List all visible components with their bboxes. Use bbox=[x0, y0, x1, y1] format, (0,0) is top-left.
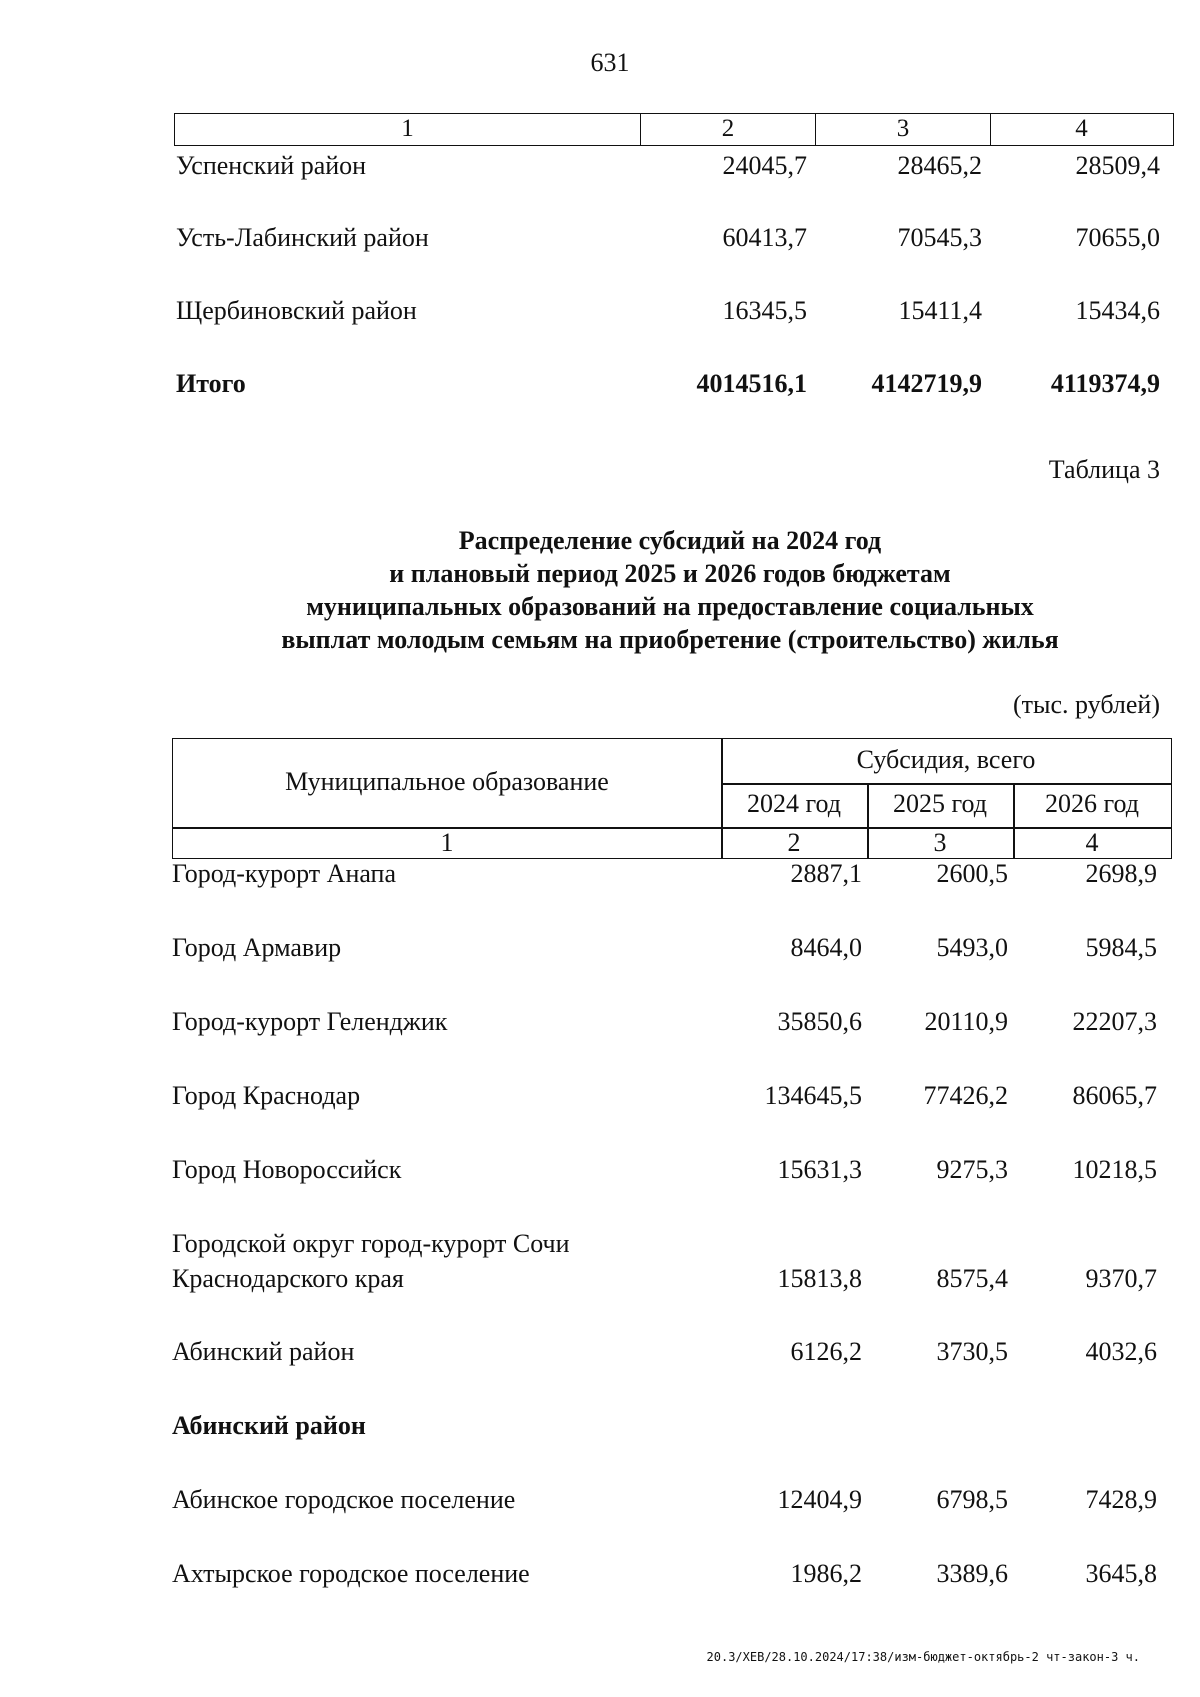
total-label: Итого bbox=[176, 369, 246, 398]
table3-row bbox=[0, 1081, 1200, 1117]
value-2025: 3389,6 bbox=[936, 1559, 1008, 1588]
row-name: Ахтырское городское поселение bbox=[172, 1559, 530, 1588]
total-2026: 4119374,9 bbox=[1050, 369, 1160, 398]
table3-row bbox=[0, 1155, 1200, 1191]
title-line: Распределение субсидий на 2024 год bbox=[458, 526, 882, 555]
row-name-line2: Краснодарского края bbox=[172, 1264, 404, 1293]
header-num-2: 2 bbox=[787, 828, 801, 857]
value-2026: 9370,7 bbox=[1085, 1264, 1157, 1293]
table3-row bbox=[0, 1485, 1200, 1521]
divider bbox=[721, 783, 1171, 785]
header-num-3: 3 bbox=[933, 828, 947, 857]
header-subsidy-total: Субсидия, всего bbox=[856, 745, 1036, 774]
title-line: и плановый период 2025 и 2026 годов бюджетам bbox=[389, 559, 951, 588]
value-2024: 8464,0 bbox=[790, 933, 862, 962]
value-2025: 70545,3 bbox=[897, 223, 982, 252]
header-num-4: 4 bbox=[1085, 828, 1099, 857]
document-footer: 20.3/ХЕВ/28.10.2024/17:38/изм-бюджет-октябрь-2 чт-закон-3 ч. bbox=[706, 1650, 1140, 1664]
table1-total-row bbox=[0, 369, 1200, 405]
total-2024: 4014516,1 bbox=[696, 369, 807, 398]
table1-header-col3: 3 bbox=[815, 114, 990, 145]
page-number: 631 bbox=[590, 48, 630, 77]
table1-row bbox=[0, 296, 1200, 332]
header-year-2026: 2026 год bbox=[1045, 789, 1139, 818]
value-2026: 15434,6 bbox=[1075, 296, 1160, 325]
table1-header bbox=[174, 113, 1174, 146]
row-name: Город-курорт Анапа bbox=[172, 859, 397, 888]
title-line: муниципальных образований на предоставление социальных bbox=[306, 592, 1034, 621]
value-2024: 134645,5 bbox=[764, 1081, 862, 1110]
table3-row bbox=[0, 1337, 1200, 1373]
header-num-1: 1 bbox=[440, 828, 454, 857]
value-2025: 28465,2 bbox=[897, 151, 982, 180]
header-year-2025: 2025 год bbox=[893, 789, 987, 818]
value-2026: 22207,3 bbox=[1072, 1007, 1157, 1036]
value-2026: 4032,6 bbox=[1085, 1337, 1157, 1366]
row-name: Успенский район bbox=[176, 151, 367, 180]
table3-row bbox=[0, 933, 1200, 969]
value-2025: 2600,5 bbox=[936, 859, 1008, 888]
value-2024: 2887,1 bbox=[790, 859, 862, 888]
row-name-line1: Городской округ город-курорт Сочи bbox=[172, 1229, 570, 1258]
total-2025: 4142719,9 bbox=[871, 369, 982, 398]
value-2026: 3645,8 bbox=[1085, 1559, 1157, 1588]
header-municipality: Муниципальное образование bbox=[285, 767, 609, 796]
value-2026: 2698,9 bbox=[1085, 859, 1157, 888]
value-2026: 7428,9 bbox=[1085, 1485, 1157, 1514]
row-name: Город Армавир bbox=[172, 933, 342, 962]
table-title bbox=[0, 524, 1200, 656]
value-2026: 10218,5 bbox=[1072, 1155, 1157, 1184]
value-2026: 28509,4 bbox=[1075, 151, 1160, 180]
title-line: выплат молодым семьям на приобретение (строительство) жилья bbox=[281, 625, 1059, 654]
row-name: Город-курорт Геленджик bbox=[172, 1007, 448, 1036]
value-2026: 70655,0 bbox=[1075, 223, 1160, 252]
header-year-2024: 2024 год bbox=[747, 789, 841, 818]
table3-row bbox=[0, 1559, 1200, 1595]
table1-header-col4: 4 bbox=[990, 114, 1172, 145]
table3-header bbox=[172, 738, 1172, 859]
value-2024: 12404,9 bbox=[777, 1485, 862, 1514]
table1-row bbox=[0, 223, 1200, 259]
table3-row bbox=[0, 859, 1200, 895]
value-2025: 3730,5 bbox=[936, 1337, 1008, 1366]
value-2024: 16345,5 bbox=[722, 296, 807, 325]
table3-section-heading bbox=[0, 1411, 1200, 1447]
row-name: Щербиновский район bbox=[176, 296, 417, 325]
table3-row bbox=[0, 1229, 1200, 1301]
section-heading: Абинский район bbox=[172, 1411, 366, 1440]
row-name: Абинский район bbox=[172, 1337, 355, 1366]
value-2025: 15411,4 bbox=[898, 296, 982, 325]
value-2026: 86065,7 bbox=[1072, 1081, 1157, 1110]
table1-header-col2: 2 bbox=[640, 114, 815, 145]
value-2024: 35850,6 bbox=[777, 1007, 862, 1036]
value-2024: 60413,7 bbox=[722, 223, 807, 252]
row-name: Абинское городское поселение bbox=[172, 1485, 516, 1514]
value-2025: 77426,2 bbox=[923, 1081, 1008, 1110]
row-name: Город Новороссийск bbox=[172, 1155, 402, 1184]
value-2025: 8575,4 bbox=[936, 1264, 1008, 1293]
row-name: Усть-Лабинский район bbox=[176, 223, 429, 252]
value-2024: 15813,8 bbox=[777, 1264, 862, 1293]
value-2024: 1986,2 bbox=[790, 1559, 862, 1588]
table3-row bbox=[0, 1007, 1200, 1043]
value-2025: 6798,5 bbox=[936, 1485, 1008, 1514]
value-2024: 24045,7 bbox=[722, 151, 807, 180]
row-name: Город Краснодар bbox=[172, 1081, 361, 1110]
value-2025: 9275,3 bbox=[936, 1155, 1008, 1184]
value-2024: 6126,2 bbox=[790, 1337, 862, 1366]
value-2025: 5493,0 bbox=[936, 933, 1008, 962]
value-2024: 15631,3 bbox=[777, 1155, 862, 1184]
table1-row bbox=[0, 151, 1200, 187]
table-number-label: Таблица 3 bbox=[1048, 455, 1160, 484]
value-2026: 5984,5 bbox=[1085, 933, 1157, 962]
value-2025: 20110,9 bbox=[924, 1007, 1008, 1036]
units-label: (тыс. рублей) bbox=[1012, 690, 1160, 719]
table1-header-col1: 1 bbox=[401, 115, 414, 142]
